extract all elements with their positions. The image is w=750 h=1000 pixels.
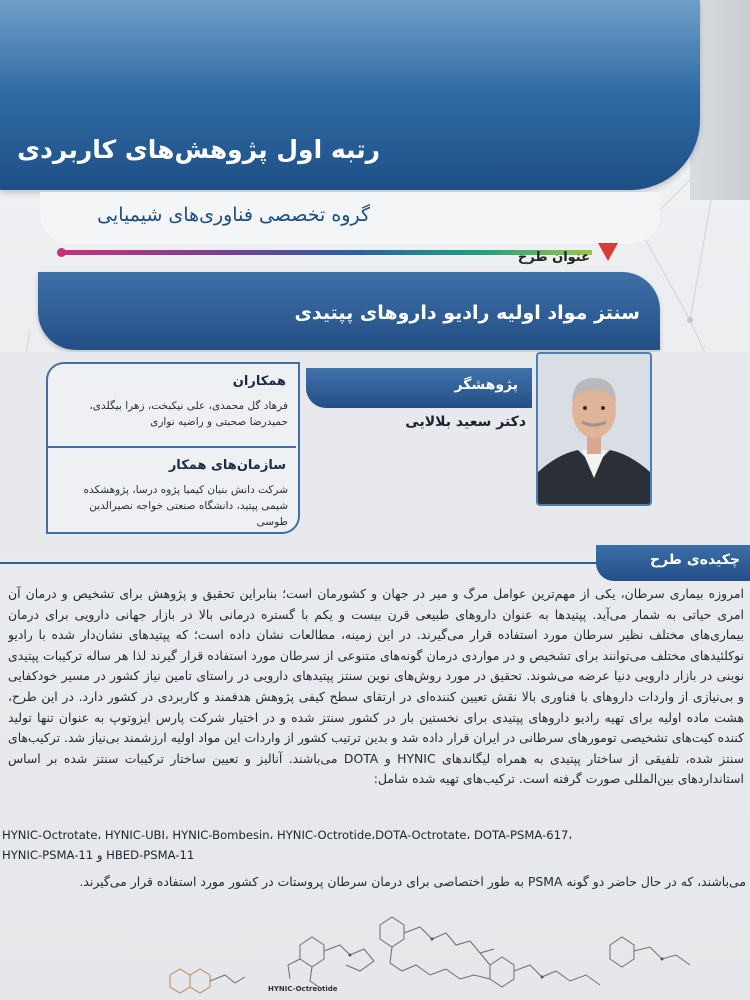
- abstract-closing: می‌باشند، که در حال حاضر دو گونه PSMA به طور اختصاصی برای درمان سرطان پروستات در کشور مورد استفاده قرار می‌گیرند.: [79, 874, 746, 889]
- researcher-label: پژوهشگر: [454, 377, 518, 393]
- collaborators-names: فرهاد گل محمدی، علی نیکبخت، زهرا بیگلدی، حمیدرضا صحبتی و راضیه نواری: [89, 400, 288, 428]
- abstract-text: امروزه بیماری سرطان، یکی از مهم‌ترین عوامل مرگ و میر در جهان و کشورمان است؛ بنابراین تحقیق و پژوهش برای تشخیص و درمان آن امری حیاتی به شمار می‌آید. پپتیدها به عنوان داروهای طبیعی قرن بیست و یکم با گستره درمانی بالا در بازار جهانی دارویی برای درمان بیماری‌های مختلف نظیر سرطان مورد استفاده قرار می‌گیرند. در این زمینه، مطالعات نشان داده است؛ که پپتیدهای نشان‌دار شده با رادیو نوکلئیدهای مختلف می‌توانند برای تشخیص و در مواردی درمان گونه‌های متنوعی از سرطان مورد استفاده قرار گیرند لذا هر ساله ترکیبات پپتیدی نوینی در بازار دارویی دنیا عرضه می‌شوند. تحقیق در مورد روش‌های نوین سنتز پپتیدهای دارویی در راستای تامین نیاز کشور در مسیر خودکفایی و بی‌نیازی از واردات داروهای با فناوری بالا نقش تعیین کننده‌ای در ارتقای سطح کیفی پژوهش هدفمند و کاربردی در کشور دارد. در این طرح، هشت ماده اولیه برای تهیه رادیو داروهای پپتیدی برای نخستین بار در کشور سنتز شده و در اختیار شرکت پارس ایزوتوپ به عنوان تنها تولید کننده کیت‌های تشخیصی تومورهای سرطانی در ایران قرار داده شد و بدین ترتیب کشور از واردات این مواد اولیه ارزشمند بی‌نیاز شد. ترکیب‌های سنتز شده، تلفیقی از ساختار پپتیدی به همراه لیگاندهای HYNIC و DOTA می‌باشند. آنالیز و تعیین ساختار ترکیبات سنتز شده بر اساس استانداردهای بین‌المللی صورت گرفته است. ترکیب‌های تهیه شده شامل:: [8, 586, 744, 787]
- molecule-structure-figure: [150, 905, 750, 1000]
- abstract-label: چکیده‌ی طرح: [650, 552, 740, 568]
- compounds-list-line-2: HYNIC-PSMA-11 و HBED-PSMA-11: [2, 848, 195, 862]
- project-title: سنتز مواد اولیه رادیو داروهای پپتیدی: [294, 302, 640, 324]
- compounds-list-line-1: HYNIC-Octrotate، HYNIC-UBI، HYNIC-Bombesin، HYNIC-Octrotide،DOTA-Octrotate، DOTA-PSMA-617،: [2, 828, 573, 842]
- researcher-photo: [536, 352, 652, 506]
- plan-title-label: عنوان طرح: [517, 250, 590, 265]
- page-title: رتبه اول پژوهش‌های کاربردی: [17, 135, 380, 164]
- organizations-heading: سازمان‌های همکار: [168, 458, 286, 473]
- collaborators-heading: همکاران: [232, 374, 286, 389]
- researcher-name: دکتر سعید بلالایی: [405, 414, 526, 430]
- red-triangle-icon: [598, 243, 618, 261]
- organizations-names: شرکت دانش بنیان کیمیا پژوه درسا، پژوهشکده شیمی پپتید، دانشگاه صنعتی خواجه نصیرالدین طوسی: [83, 484, 288, 528]
- page-subtitle: گروه تخصصی فناوری‌های شیمیایی: [97, 204, 370, 226]
- info-panel-divider: [46, 446, 296, 448]
- molecule-label: HYNIC-Octreotide: [268, 985, 338, 993]
- portrait-illustration: [538, 354, 650, 504]
- abstract-divider: [0, 562, 600, 564]
